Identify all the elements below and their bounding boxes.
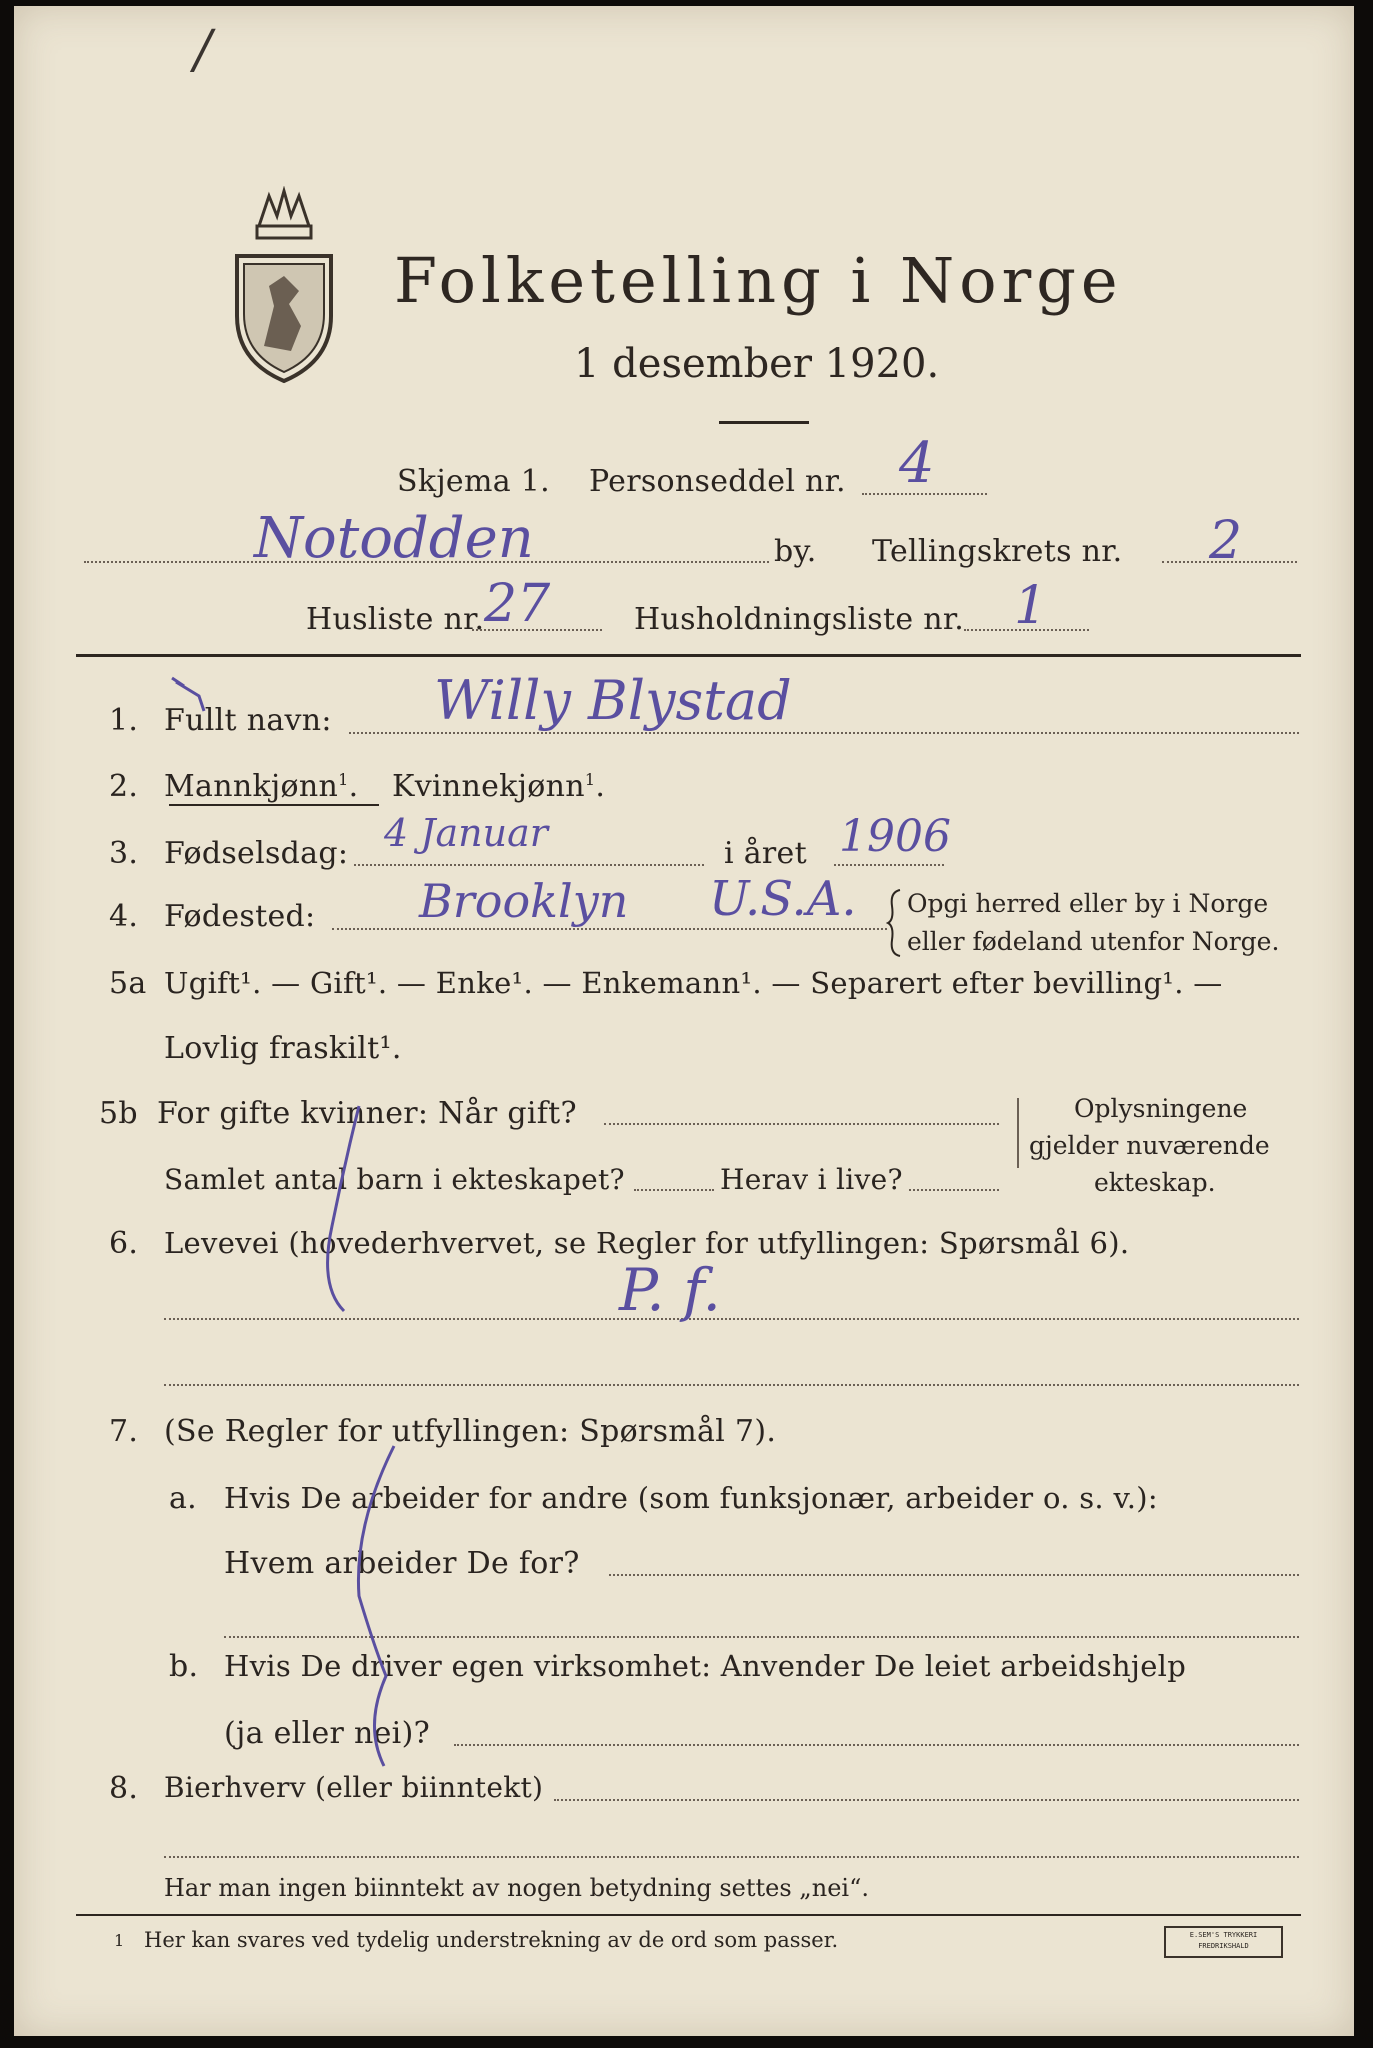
q7a-text: Hvis De arbeider for andre (som funksjonær, arbeider o. s. v.):: [224, 1481, 1158, 1515]
q2-female-sup: 1: [584, 770, 596, 789]
q5b-note-line2: gjelder nuværende: [1029, 1131, 1270, 1160]
footer-note: Har man ingen biinntekt av nogen betydning settes „nei“.: [164, 1874, 869, 1902]
q5b-number: 5b: [99, 1096, 138, 1131]
by-value: Notodden: [254, 506, 534, 571]
q8-label: Bierhverv (eller biinntekt): [164, 1771, 544, 1804]
printer-stamp-line2: FREDRIKSHALD: [1198, 1942, 1249, 1950]
q5a-number: 5a: [109, 966, 147, 1001]
q5b-alive-label: Herav i live?: [720, 1163, 903, 1196]
q2-male-sup: 1: [338, 770, 349, 789]
footnote-number: 1: [114, 1931, 125, 1950]
q5b-label: For gifte kvinner: Når gift?: [157, 1096, 577, 1131]
husholdning-label: Husholdningsliste nr.: [634, 602, 965, 637]
q1-value: Willy Blystad: [434, 669, 792, 732]
q5b-children-label: Samlet antal barn i ekteskapet?: [164, 1163, 625, 1196]
q5b-note-line3: ekteskap.: [1094, 1168, 1216, 1197]
q2-number: 2.: [109, 769, 139, 804]
personseddel-label: Personseddel nr.: [589, 464, 846, 499]
q3-year-value: 1906: [839, 811, 951, 862]
q3-number: 3.: [109, 836, 139, 871]
top-pencil-mark: /: [194, 20, 212, 80]
q3-value: 4 Januar: [384, 811, 548, 855]
q7b-letter: b.: [169, 1649, 199, 1684]
personseddel-value: 4: [899, 431, 935, 496]
census-date: 1 desember 1920.: [574, 341, 940, 387]
pencil-annotation-strokes: [14, 6, 1354, 2036]
q7b-text2: (ja eller nei)?: [224, 1716, 430, 1751]
q7-number: 7.: [109, 1414, 139, 1449]
q7b-text: Hvis De driver egen virksomhet: Anvender De leiet arbeidshjelp: [224, 1649, 1187, 1683]
by-label: by.: [774, 534, 817, 569]
census-form-page: [14, 6, 1354, 2036]
q6-value: P. f.: [619, 1256, 721, 1324]
q4-value-city: Brooklyn: [419, 874, 629, 928]
husholdning-value: 1: [1014, 576, 1048, 636]
q4-number: 4.: [109, 899, 139, 934]
q6-label: Levevei (hovederhvervet, se Regler for utfyllingen: Spørsmål 6).: [164, 1226, 1130, 1260]
q3-label: Fødselsdag:: [164, 836, 349, 871]
q4-label: Fødested:: [164, 899, 316, 934]
footnote-text: Her kan svares ved tydelig understrekning av de ord som passer.: [144, 1928, 839, 1952]
q7a-text2: Hvem arbeider De for?: [224, 1546, 580, 1581]
q8-number: 8.: [109, 1771, 139, 1806]
q4-value-country: U.S.A.: [709, 871, 857, 927]
q2-male-dot: .: [348, 769, 359, 804]
q2-female-dot: .: [595, 769, 606, 804]
printer-stamp-line1: E.SEM'S TRYKKERI: [1189, 1931, 1258, 1939]
q1-number: 1.: [109, 703, 139, 738]
husliste-value: 27: [484, 574, 551, 634]
q5a-options-line2: Lovlig fraskilt¹.: [164, 1031, 402, 1066]
q2-male-text: Mannkjønn: [164, 769, 339, 804]
q6-number: 6.: [109, 1226, 139, 1261]
q7a-letter: a.: [169, 1481, 198, 1516]
q4-note-line2: eller fødeland utenfor Norge.: [907, 927, 1280, 956]
q2-female-text: Kvinnekjønn: [392, 769, 585, 804]
form-title: Folketelling i Norge: [394, 244, 1123, 317]
q1-label: Fullt navn:: [164, 703, 332, 738]
q3-year-label: i året: [724, 836, 807, 871]
q4-note-line1: Opgi herred eller by i Norge: [907, 889, 1269, 918]
q5a-options: Ugift¹. — Gift¹. — Enke¹. — Enkemann¹. — Separert efter bevilling¹. —: [164, 966, 1223, 1000]
husliste-label: Husliste nr.: [306, 602, 485, 637]
tellingskrets-label: Tellingskrets nr.: [872, 534, 1123, 569]
tellingskrets-value: 2: [1209, 511, 1243, 571]
q5b-note-line1: Oplysningene: [1074, 1094, 1248, 1123]
skjema-label: Skjema 1.: [397, 464, 550, 499]
q7-label: (Se Regler for utfyllingen: Spørsmål 7).: [164, 1414, 777, 1449]
